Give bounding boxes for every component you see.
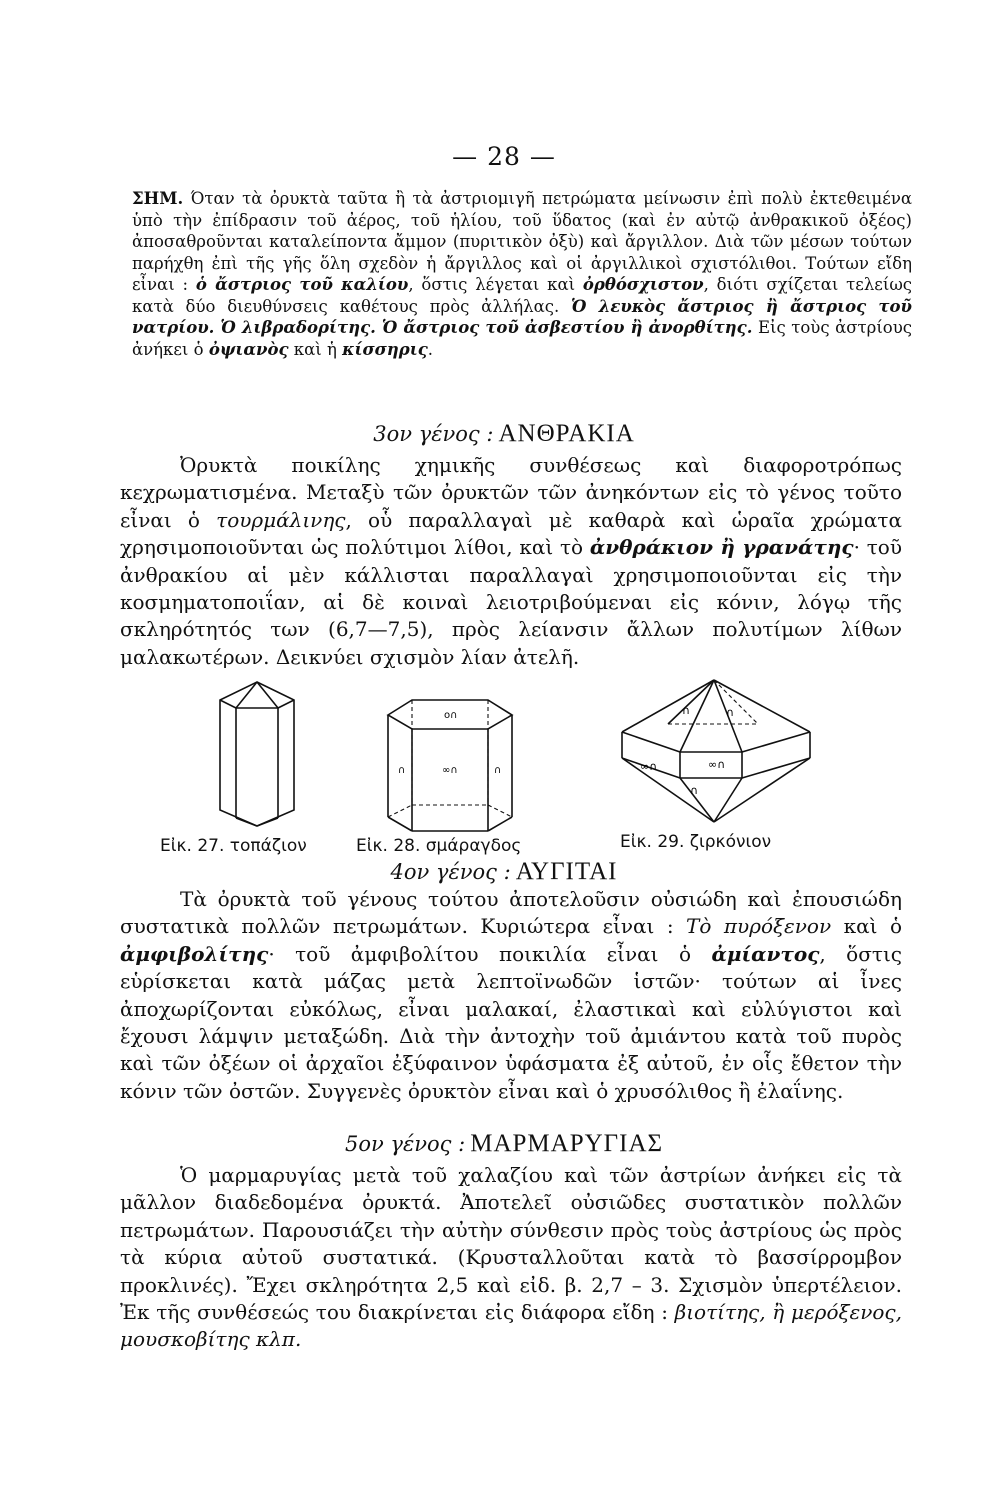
note-term-3: Ὁ λευκὸς ἄστριος ἢ ἄστριος τοῦ νατρίου. Ὁ λιβραδορίτης. Ὁ ἄστριος τοῦ ἀσβεστίου ἢ ἀνορθίτης. — [132, 296, 912, 337]
note-paragraph — [132, 188, 912, 360]
page-number: — 28 — — [452, 142, 556, 171]
figure-28-caption: Εἰκ. 28. σμάραγδος — [356, 836, 522, 856]
section3-label: 3ον γένος : — [373, 422, 494, 446]
svg-text:o∩: o∩ — [444, 710, 458, 721]
note-text-4: Εἰς τοὺς ἀστρίους ἀνήκει ὁ — [132, 318, 913, 359]
section5-heading — [0, 1130, 1008, 1158]
section5-term-1: βιοτίτης, ἢ μερόξενος, μουσκοβίτης κλπ. — [120, 1300, 902, 1352]
svg-text:∞∩: ∞∩ — [708, 758, 726, 771]
svg-text:∩: ∩ — [494, 765, 502, 776]
note-text-2: , ὅστις λέγεται καὶ — [408, 275, 583, 294]
svg-text:∩: ∩ — [398, 765, 406, 776]
section3-text-2: , οὗ παραλλαγαὶ μὲ καθαρὰ καὶ ὡραῖα χρώματα χρησιμοποιοῦνται ὡς πολύτιμοι λίθοι, καὶ τὸ — [120, 507, 902, 560]
svg-text:∩: ∩ — [690, 784, 699, 797]
svg-text:∩: ∩ — [726, 706, 735, 719]
note-label: ΣΗΜ. — [132, 189, 184, 208]
section4-term-1: Τὸ πυρόξενον — [686, 914, 832, 939]
figure-27-caption: Εἰκ. 27. τοπάζιον — [160, 836, 307, 856]
svg-text:∩: ∩ — [682, 704, 691, 717]
figure-29-caption: Εἰκ. 29. ζιρκόνιον — [620, 832, 772, 852]
section4-heading — [0, 858, 1008, 886]
section4-term-2: ἀμφιβολίτης — [120, 941, 269, 966]
section4-title: ΑΥΓΙΤΑΙ — [515, 858, 618, 885]
note-text-1: Όταν τὰ ὀρυκτὰ ταῦτα ἢ τὰ ἀστριομιγῆ πετρώματα μείνωσιν ἐπὶ πολὺ ἐκτεθειμένα ὑπὸ τὴν ἐπίδρασιν τοῦ ἀέρος, τοῦ ἡλίου, τοῦ ὕδατος (καὶ ἐν αὐτῷ ἀνθρακικοῦ ὀξέος) ἀποσαθροῦνται καταλείποντα ἄμμον (πυριτικὸν ὀξὺ) καὶ ἄργιλλον. Διὰ τῶν μέσων τούτων παρήχθη ἐπὶ τῆς γῆς ὅλη σχεδὸν ἡ ἄργιλλος καὶ οἱ ἀργιλλικοὶ σχιστόλιθοι. Τούτων εἴδη εἶναι : — [132, 189, 912, 294]
section3-paragraph — [120, 452, 902, 671]
section4-label: 4ον γένος : — [390, 860, 511, 884]
section3-heading — [0, 420, 1008, 448]
topaz-crystal-icon — [212, 678, 302, 830]
section3-text-1: Ὀρυκτὰ ποικίλης χημικῆς συνθέσεως καὶ διαφοροτρόπως κεχρωματισμένα. Μεταξὺ τῶν ὀρυκτῶν τῶν ἀνηκόντων εἰς τὸ γένος τοῦτο εἶναι ὁ — [120, 453, 902, 532]
svg-text:∞∩: ∞∩ — [442, 765, 458, 776]
note-term-5: κίσσηρις — [342, 339, 428, 359]
note-text-6: . — [427, 339, 434, 359]
section5-title: ΜΑΡΜΑΡΥΓΙΑΣ — [470, 1130, 664, 1157]
figure-29 — [618, 676, 814, 826]
note-term-4: ὀψιανὸς — [208, 339, 289, 359]
svg-text:∞∩: ∞∩ — [640, 760, 658, 773]
section4-text-3: · τοῦ ἀμφιβολίτου ποικιλία εἶναι ὁ — [268, 941, 712, 966]
section3-term-2: ἀνθράκιον ἢ γρανάτης — [589, 535, 854, 560]
note-term-1: ὁ ἄστριος τοῦ καλίου — [195, 275, 409, 294]
section5-label: 5ον γένος : — [344, 1132, 466, 1156]
section4-paragraph — [120, 886, 902, 1105]
note-text-5: καὶ ἡ — [288, 339, 343, 359]
figure-27 — [212, 678, 302, 830]
zircon-crystal-icon — [618, 676, 814, 826]
section3-term-1: τουρμάλινης — [216, 507, 346, 532]
section5-paragraph — [120, 1162, 902, 1354]
section4-text-4: , ὅστις εὑρίσκεται κατὰ μάζας μετὰ λεπτοϊνωδῶν ἱστῶν· τούτων αἱ ἶνες ἀποχωρίζονται εὐκόλως, εἶναι μαλακαί, ἐλαστικαὶ καὶ εὐλύγιστοι καὶ ἔχουσι λάμψιν μεταξώδη. Διὰ τὴν ἀντοχὴν τοῦ ἀμιάντου κατὰ τοῦ πυρὸς καὶ τῶν ὀξέων οἱ ἀρχαῖοι ἐξύφαινον ὑφάσματα ἐξ αὐτοῦ, ἐν οἷς ἔθετον τὴν κόνιν τῶν ὀστῶν. Συγγενὲς ὀρυκτὸν εἶναι καὶ ὁ χρυσόλιθος ἢ ἐλαΐνης. — [120, 941, 902, 1103]
section3-text-3: · τοῦ ἀνθρακίου αἱ μὲν κάλλισται παραλλαγαὶ χρησιμοποιοῦνται εἰς τὴν κοσμηματοποιΐαν, αἱ δὲ κοιναὶ λειοτριβούμεναι εἰς κόνιν, λόγῳ τῆς σκληρότητός των (6,7—7,5), πρὸς λείανσιν ἄλλων πολυτίμων λίθων μαλακωτέρων. Δεικνύει σχισμὸν λίαν ἀτελῆ. — [120, 535, 902, 669]
section5-text-1: Ὁ μαρμαρυγίας μετὰ τοῦ χαλαζίου καὶ τῶν ἀστρίων ἀνήκει εἰς τὰ μᾶλλον διαδεδομένα ὀρυκτά. Ἀποτελεῖ οὐσιῶδες συστατικὸν πολλῶν πετρωμάτων. Παρουσιάζει τὴν αὐτὴν σύνθεσιν πρὸς τοὺς ἀστρίους ὡς πρὸς τὰ κύρια αὐτοῦ συστατικά. (Κρυσταλλοῦται κατὰ τὸ βασσίρρομβον προκλινές). Ἔχει σκληρότητα 2,5 καὶ εἰδ. β. 2,7 – 3. Σχισμὸν ὑπερτέλειον. Ἐκ τῆς συνθέσεώς του διακρίνεται εἰς διάφορα εἴδη : — [120, 1163, 902, 1325]
section4-text-1: Τὰ ὀρυκτὰ τοῦ γένους τούτου ἀποτελοῦσιν οὐσιώδη καὶ ἐπουσιώδη συστατικὰ πολλῶν πετρωμάτων. Κυριώτερα εἶναι : — [120, 887, 902, 939]
section4-text-2: καὶ ὁ — [831, 914, 902, 939]
figure-28 — [378, 695, 518, 837]
emerald-crystal-icon — [378, 695, 518, 837]
section4-term-3: ἀμίαντος — [711, 941, 820, 966]
section3-title: ΑΝΘΡΑΚΙΑ — [498, 420, 635, 447]
note-text-3: , διότι σχίζεται τελείως κατὰ δύο διευθύνσεις καθέτους πρὸς ἀλλήλας. — [132, 275, 913, 316]
note-term-2: ὀρθόσχιστον — [582, 275, 704, 294]
